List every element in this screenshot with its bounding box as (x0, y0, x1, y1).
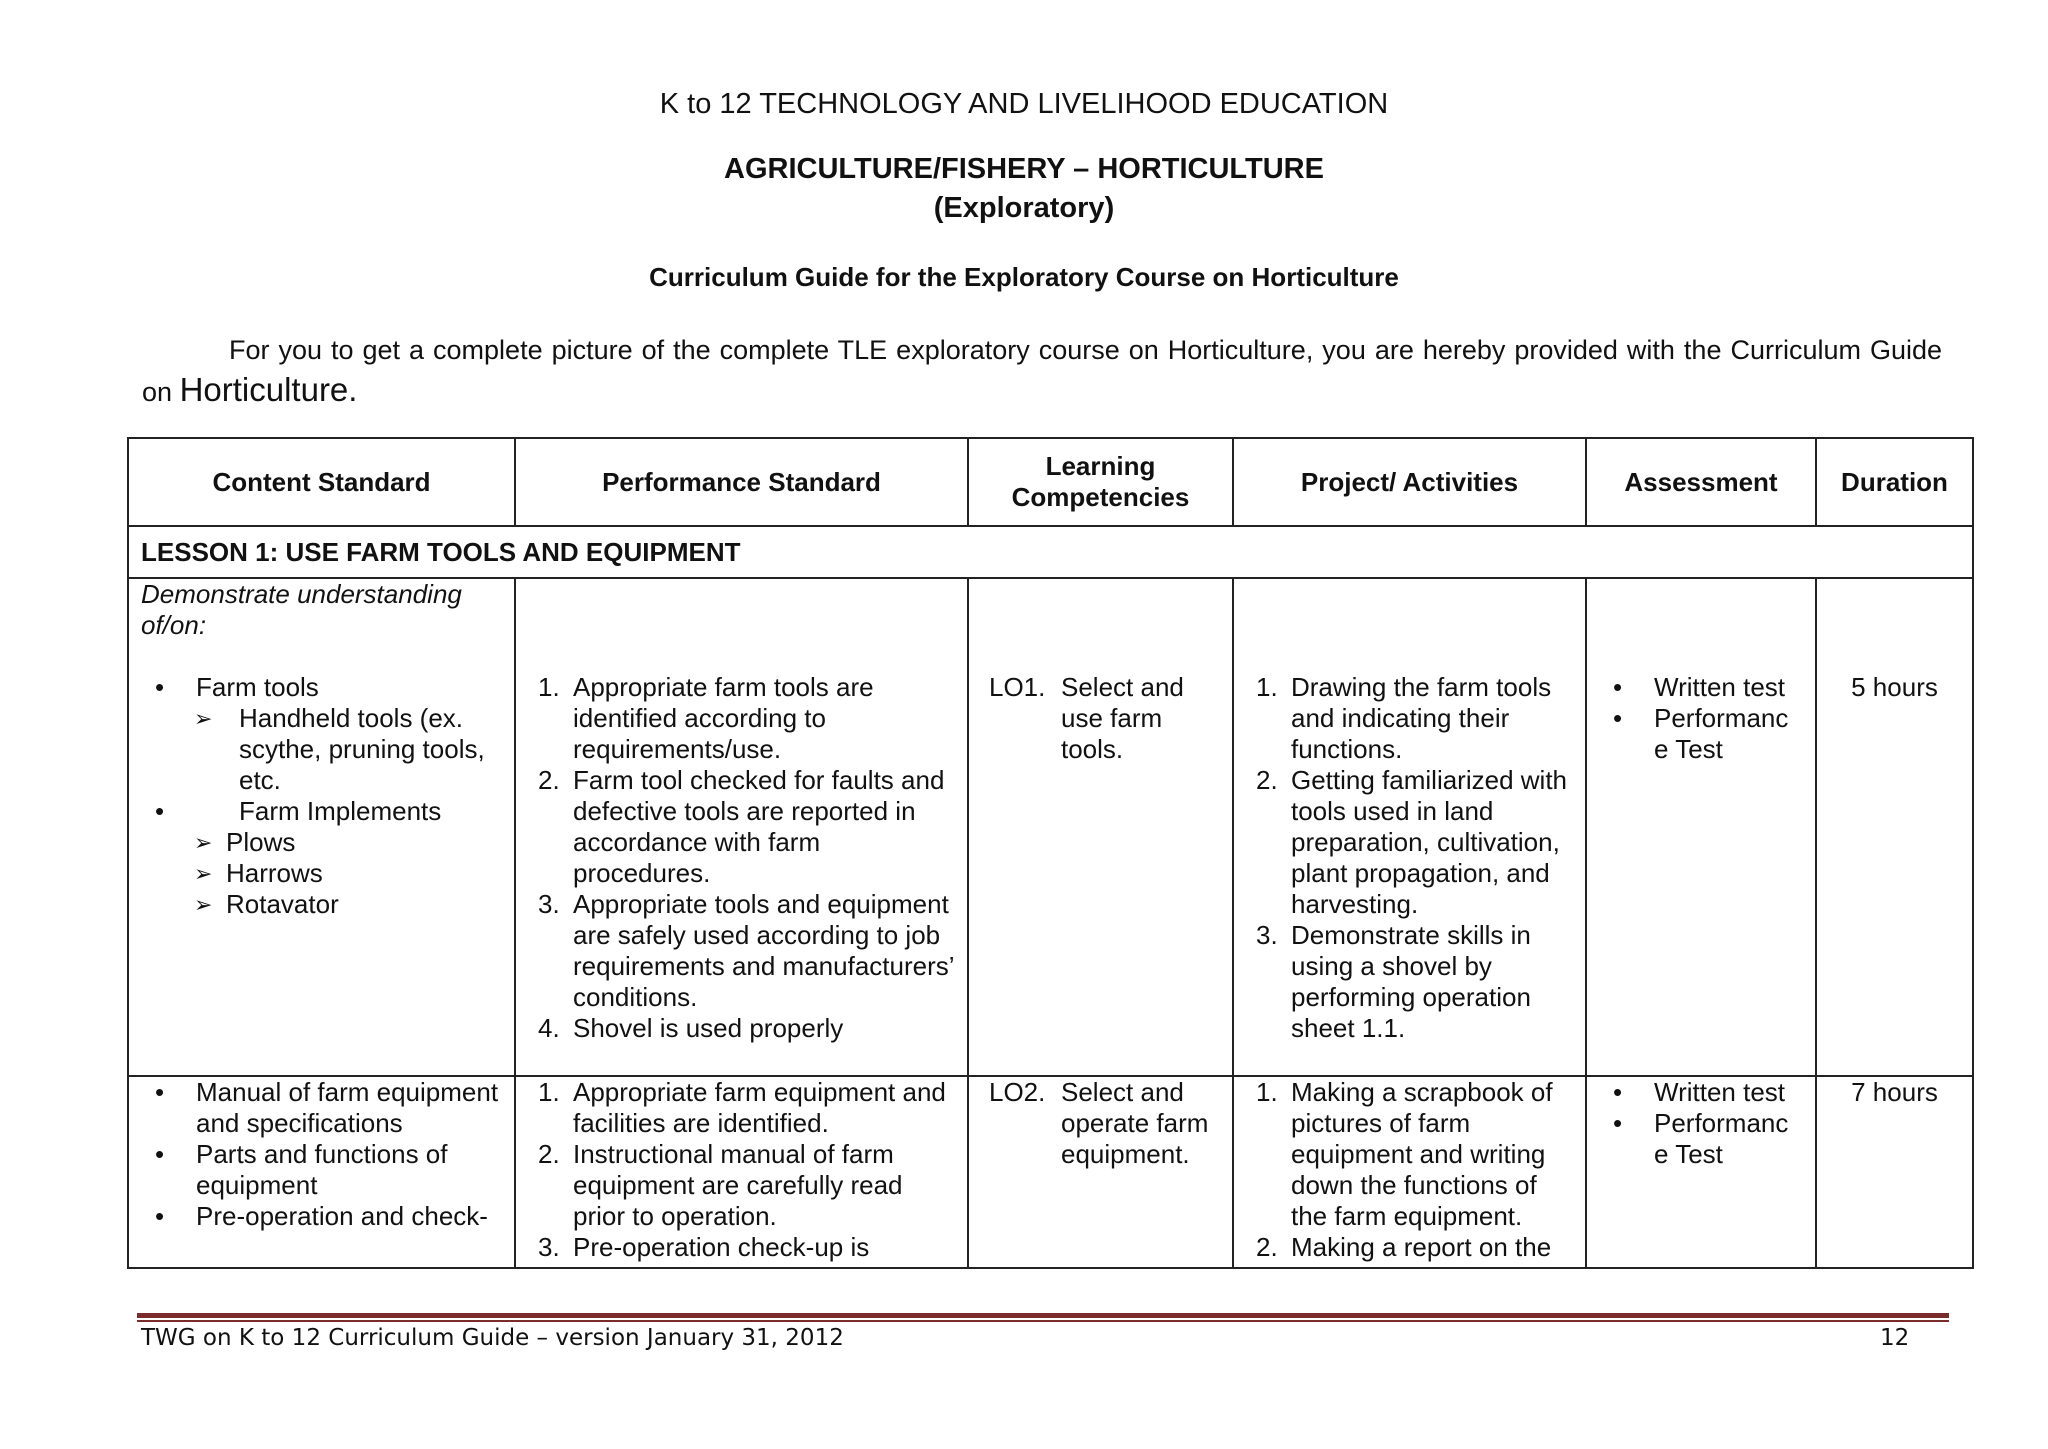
header-learning-competencies: Learning Competencies (968, 438, 1233, 526)
item-text: Appropriate farm tools are identified according to requirements/use. (573, 672, 874, 764)
header-line-3: (Exploratory) (933, 192, 1115, 224)
lo-text: Select and operate farm equipment. (1061, 1077, 1209, 1169)
item-text: Appropriate tools and equipment are safely used according to job requirements and manufacturers’ conditions. (573, 889, 954, 1012)
page-number: 12 (1880, 1325, 1910, 1351)
list-item: • Manual of farm equipment and specifications (141, 1077, 502, 1139)
list-item: • Written test (1599, 672, 1803, 703)
item-text: Making a scrapbook of pictures of farm equipment and writing down the functions of the farm equipment. (1291, 1077, 1553, 1231)
item-number: 1. (1256, 672, 1278, 702)
header-line-1: K to 12 TECHNOLOGY AND LIVELIHOOD EDUCATION (659, 88, 1389, 120)
item-text: Farm tool checked for faults and defective tools are reported in accordance with farm procedures. (573, 765, 945, 888)
curriculum-table (127, 437, 1974, 1269)
item-text: Shovel is used properly (573, 1013, 844, 1043)
item-text: Appropriate farm equipment and facilities are identified. (573, 1077, 946, 1138)
footer-divider-thin (137, 1320, 1949, 1322)
item-text: Getting familiarized with tools used in land preparation, cultivation, plant propagation, and harvesting. (1291, 765, 1567, 919)
content-standard-cell (128, 1076, 515, 1268)
duration-cell (1816, 578, 1973, 1076)
lo-code: LO2. (989, 1077, 1046, 1107)
header-project-activities: Project/ Activities (1233, 438, 1586, 526)
content-intro: Demonstrate understanding of/on: (141, 579, 462, 640)
document-subtitle: Curriculum Guide for the Exploratory Course on Horticulture (649, 262, 1399, 292)
header-assessment: Assessment (1586, 438, 1816, 526)
list-item: • Performanc e Test (1599, 703, 1803, 765)
list-item (528, 1077, 955, 1139)
list-item (1246, 765, 1573, 920)
list-item: • Farm tools (141, 672, 502, 703)
lo-code: LO1. (989, 672, 1046, 702)
table-header-row (128, 438, 1973, 526)
list-item (1246, 1232, 1573, 1263)
header-content-standard: Content Standard (128, 438, 515, 526)
duration-value: 7 hours (1851, 1077, 1938, 1107)
footer-version: TWG on K to 12 Curriculum Guide – version January 31, 2012 (141, 1325, 844, 1351)
intro-paragraph (142, 330, 1942, 412)
list-item (528, 1139, 955, 1232)
list-item: ➢ Rotavator (194, 889, 502, 920)
item-number: 1. (538, 1077, 560, 1107)
performance-standard-cell (515, 578, 968, 1076)
learning-competency-cell (968, 578, 1233, 1076)
item-number: 2. (538, 1139, 560, 1169)
table-row (128, 1076, 1973, 1268)
list-item: • Performanc e Test (1599, 1108, 1803, 1170)
list-item (1246, 672, 1573, 765)
table-row (128, 578, 1973, 1076)
item-number: 3. (538, 1232, 560, 1262)
assessment-cell (1586, 578, 1816, 1076)
list-item: ➢ Handheld tools (ex. scythe, pruning tools, etc. (194, 703, 502, 796)
list-item (528, 1232, 955, 1263)
lesson-row (128, 526, 1973, 578)
list-item: • Parts and functions of equipment (141, 1139, 502, 1201)
activities-cell (1233, 578, 1586, 1076)
lesson-title: LESSON 1: USE FARM TOOLS AND EQUIPMENT (128, 526, 1973, 578)
duration-cell (1816, 1076, 1973, 1268)
item-text: Instructional manual of farm equipment are carefully read prior to operation. (573, 1139, 903, 1231)
content-standard-cell (128, 578, 515, 1076)
activities-cell (1233, 1076, 1586, 1268)
intro-text: For you to get a complete picture of the complete TLE exploratory course on Horticulture, you are hereby provided with the Curriculum Guide on (142, 335, 1942, 407)
learning-outcome (981, 672, 1220, 765)
list-item: ➢ Harrows (194, 858, 502, 889)
lo-text: Select and use farm tools. (1061, 672, 1184, 764)
item-number: 2. (538, 765, 560, 795)
list-item (528, 889, 955, 1013)
item-number: 1. (538, 672, 560, 702)
performance-standard-cell (515, 1076, 968, 1268)
list-item: • Pre-operation and check- (141, 1201, 502, 1232)
header-performance-standard: Performance Standard (515, 438, 968, 526)
learning-outcome (981, 1077, 1220, 1170)
item-text: Drawing the farm tools and indicating their functions. (1291, 672, 1552, 764)
list-item: ➢ Plows (194, 827, 502, 858)
list-item (1246, 1077, 1573, 1232)
item-number: 2. (1256, 1232, 1278, 1262)
item-number: 1. (1256, 1077, 1278, 1107)
item-number: 3. (538, 889, 560, 919)
footer-divider (137, 1313, 1949, 1318)
intro-emphasis: Horticulture. (179, 371, 358, 408)
item-number: 2. (1256, 765, 1278, 795)
assessment-cell (1586, 1076, 1816, 1268)
learning-competency-cell (968, 1076, 1233, 1268)
duration-value: 5 hours (1851, 672, 1938, 702)
list-item (1246, 920, 1573, 1044)
item-text: Making a report on the (1291, 1232, 1552, 1262)
item-number: 4. (538, 1013, 560, 1043)
list-item: • Written test (1599, 1077, 1803, 1108)
list-item: • Farm Implements (141, 796, 502, 827)
item-text: Pre-operation check-up is (573, 1232, 870, 1262)
item-text: Demonstrate skills in using a shovel by performing operation sheet 1.1. (1291, 920, 1531, 1043)
header-line-2: AGRICULTURE/FISHERY – HORTICULTURE (724, 153, 1324, 185)
list-item (528, 765, 955, 889)
list-item (528, 1013, 955, 1044)
header-duration: Duration (1816, 438, 1973, 526)
list-item (528, 672, 955, 765)
item-number: 3. (1256, 920, 1278, 950)
